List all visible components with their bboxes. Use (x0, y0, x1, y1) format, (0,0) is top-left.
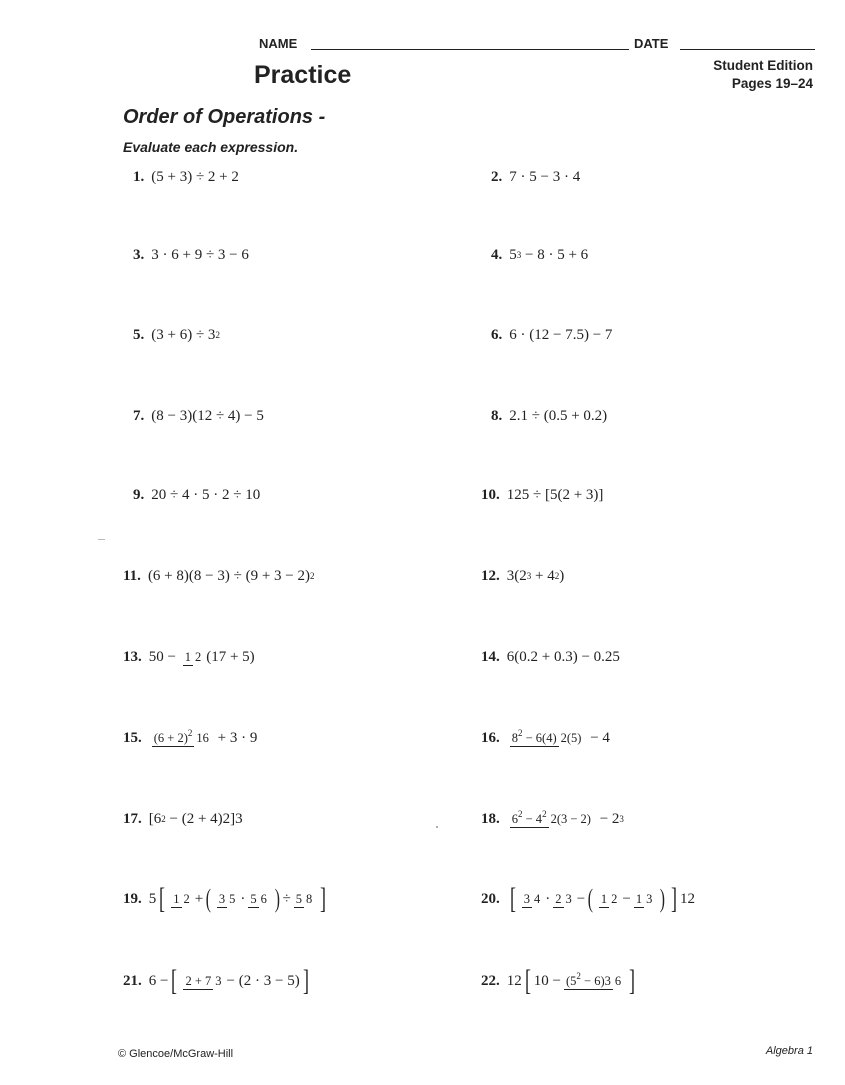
expression: 3(2 3 + 4 2 ) (506, 567, 565, 584)
expression (507, 727, 610, 747)
numerator-rest: − 6(4) (522, 730, 557, 745)
expr-post: − (2 · 3 − 5) (226, 972, 300, 989)
problem-15 (123, 713, 257, 763)
base: 5 (509, 246, 517, 263)
operator: − (576, 890, 586, 907)
expression: (5 + 3) ÷ 2 + 2 (151, 168, 239, 185)
left-bracket: [ (159, 882, 166, 915)
expression: (6 + 8)(8 − 3) ÷ (9 + 3 − 2) 2 (147, 567, 315, 584)
problem-12 (481, 551, 564, 601)
numerator: 1 (635, 891, 643, 906)
problem-number: 3. (133, 246, 145, 263)
fraction (217, 891, 238, 908)
denominator: 16 (196, 730, 209, 745)
problem-21 (123, 956, 312, 1006)
right-bracket: ] (629, 964, 636, 997)
fraction (248, 891, 269, 908)
right-paren: ) (660, 884, 666, 913)
denominator: 6 (614, 973, 622, 988)
expr-pre: 5 (148, 890, 157, 907)
book-name: Algebra 1 (765, 1045, 813, 1057)
operator: · (545, 890, 551, 907)
exponent: 2 (542, 808, 547, 819)
problem-17 (123, 794, 243, 844)
problem-6 (491, 310, 612, 360)
numerator: 1 (173, 891, 180, 906)
fraction (510, 808, 593, 828)
problem-number: 2. (491, 168, 503, 185)
denominator: 2 (611, 891, 618, 906)
expression: 6 · (12 − 7.5) − 7 (509, 326, 613, 343)
exponent: 2 (187, 727, 193, 738)
instructions: Evaluate each expression. (123, 139, 299, 155)
problem-number: 15. (123, 729, 142, 746)
edition-info (713, 57, 813, 93)
numerator (510, 808, 549, 828)
numerator (152, 727, 195, 747)
fraction (599, 891, 620, 908)
problem-3 (133, 230, 249, 280)
left-bracket: [ (509, 882, 516, 915)
expression: [6 2 − (2 + 4)2]3 (148, 810, 243, 827)
expr-pre: 12 (506, 972, 522, 989)
fraction (183, 973, 223, 990)
scan-mark (98, 539, 105, 540)
operator: ÷ (282, 890, 291, 907)
expression: 125 ÷ [5(2 + 3)] (506, 486, 604, 503)
expr-post: + 3 · 9 (213, 729, 258, 746)
problem-number: 16. (481, 729, 500, 746)
numerator: 1 (184, 649, 191, 664)
part-b: + 4 (531, 567, 555, 584)
numerator (510, 727, 559, 747)
denominator: 2(5) (560, 730, 582, 745)
expr-main: (3 + 6) ÷ 3 (151, 326, 216, 343)
expr-main: (6 + 8)(8 − 3) ÷ (9 + 3 − 2) (147, 567, 310, 584)
denominator: 6 (260, 891, 267, 906)
problem-number: 18. (481, 810, 500, 827)
expression: 3 · 6 + 9 ÷ 3 − 6 (151, 246, 249, 263)
expression (507, 884, 695, 914)
numerator-rest: − 6)3 (580, 973, 611, 988)
left-paren: ( (205, 884, 212, 913)
problem-4 (491, 230, 588, 280)
problem-number: 4. (491, 246, 503, 263)
expression: 6(0.2 + 0.3) − 0.25 (506, 648, 620, 665)
fraction (553, 891, 574, 908)
expression: 20 ÷ 4 · 5 · 2 ÷ 10 (151, 486, 261, 503)
exponent: 2 (518, 808, 523, 819)
expr-post: 12 (680, 890, 696, 907)
problem-8 (491, 391, 607, 441)
numerator-base: 8 (511, 730, 518, 745)
denominator: 2(3 − 2) (550, 811, 591, 826)
expression: 2.1 ÷ (0.5 + 0.2) (509, 407, 608, 424)
expression (149, 884, 330, 914)
expression (149, 649, 255, 666)
numerator-text: (6 + 2) (153, 730, 188, 745)
numerator: 3 (218, 891, 226, 906)
problem-2 (491, 152, 580, 202)
page-title: Practice (254, 61, 352, 89)
expr-pre: 50 − (148, 648, 180, 665)
numerator-base: (5 (565, 973, 577, 988)
numerator-rest: − 4 (522, 811, 543, 826)
fraction (634, 891, 655, 908)
problem-11 (123, 551, 314, 601)
fraction (183, 649, 204, 666)
expr-mid: 10 − (533, 972, 561, 989)
part-b: − (2 + 4)2]3 (165, 810, 243, 827)
numerator: 3 (523, 891, 530, 906)
part-a: [6 (148, 810, 162, 827)
denominator: 3 (646, 891, 653, 906)
problem-number: 13. (123, 648, 142, 665)
pages-line: Pages 19–24 (731, 76, 813, 91)
problem-20 (481, 874, 695, 924)
expr-post: − 4 (586, 729, 610, 746)
problem-22 (481, 956, 638, 1006)
problem-number: 21. (123, 972, 142, 989)
fraction (510, 727, 584, 747)
denominator: 3 (565, 891, 572, 906)
right-paren: ) (274, 884, 280, 913)
denominator: 2 (183, 891, 190, 906)
numerator: 5 (295, 891, 303, 906)
name-label: NAME (259, 36, 298, 51)
expression (149, 727, 258, 747)
numerator: 1 (600, 891, 608, 906)
edition-line: Student Edition (713, 58, 813, 73)
part-c: ) (559, 567, 565, 584)
numerator: 5 (250, 891, 257, 906)
part-a: 3(2 (506, 567, 527, 584)
left-bracket: [ (171, 964, 178, 997)
problem-number: 20. (481, 890, 500, 907)
expression: 5 3 − 8 · 5 + 6 (509, 246, 589, 263)
numerator-base: 6 (511, 811, 518, 826)
problem-7 (133, 391, 264, 441)
problem-number: 10. (481, 486, 500, 503)
numerator: 2 + 7 (185, 973, 212, 988)
fraction (152, 727, 211, 747)
expression: (3 + 6) ÷ 3 2 (151, 326, 220, 343)
exponent: 2 (518, 727, 523, 738)
problem-19 (123, 874, 329, 924)
expression (507, 966, 638, 996)
date-label: DATE (634, 36, 669, 51)
problem-number: 17. (123, 810, 142, 827)
problem-number: 6. (491, 326, 503, 343)
problem-5 (133, 310, 220, 360)
fraction (522, 891, 543, 908)
denominator: 4 (534, 891, 541, 906)
expression: $6^2 - 4^2$ 2(3 − 2) − 2 3 (511, 808, 624, 827)
operator: + (194, 890, 204, 907)
denominator: 8 (306, 891, 313, 906)
right-bracket: ] (671, 882, 678, 915)
problem-number: 19. (123, 890, 142, 907)
denominator: 5 (229, 891, 236, 906)
problem-number: 11. (123, 567, 141, 584)
operator: · (240, 890, 246, 907)
problem-number: 12. (481, 567, 500, 584)
problem-14 (481, 632, 620, 682)
problem-16 (481, 713, 610, 763)
numerator (564, 970, 613, 990)
name-field-line[interactable] (311, 49, 629, 50)
lesson-title: Order of Operations - (123, 106, 326, 128)
expression: 7 · 5 − 3 · 4 (509, 168, 581, 185)
left-bracket: [ (524, 964, 531, 997)
expression (149, 966, 312, 996)
expr-pre: 6 − (148, 972, 169, 989)
problem-number: 8. (491, 407, 503, 424)
expr-post: − 2 (595, 810, 620, 827)
problem-number: 7. (133, 407, 145, 424)
expr-post: (17 + 5) (206, 648, 255, 665)
problem-number: 22. (481, 972, 500, 989)
exponent: 2 (576, 970, 581, 981)
problem-9 (133, 470, 260, 520)
problem-1 (133, 152, 239, 202)
numerator: 2 (555, 891, 562, 906)
problem-10 (481, 470, 603, 520)
problem-number: 14. (481, 648, 500, 665)
problem-13 (123, 632, 255, 682)
fraction (294, 891, 315, 908)
problem-number: 9. (133, 486, 145, 503)
right-bracket: ] (302, 964, 309, 997)
fraction (564, 970, 623, 990)
left-paren: ( (587, 884, 594, 913)
operator: − (622, 890, 631, 907)
denominator: 3 (215, 973, 222, 988)
expression: (8 − 3)(12 ÷ 4) − 5 (151, 407, 264, 424)
date-field-line[interactable] (680, 49, 815, 50)
copyright: © Glencoe/McGraw-Hill (118, 1048, 234, 1060)
problem-number: 5. (133, 326, 145, 343)
denominator: 2 (194, 649, 202, 664)
fraction (171, 891, 192, 908)
scan-speck (436, 826, 438, 828)
rest: − 8 · 5 + 6 (521, 246, 589, 263)
problem-18 (481, 794, 624, 844)
problem-number: 1. (133, 168, 145, 185)
right-bracket: ] (320, 882, 327, 915)
